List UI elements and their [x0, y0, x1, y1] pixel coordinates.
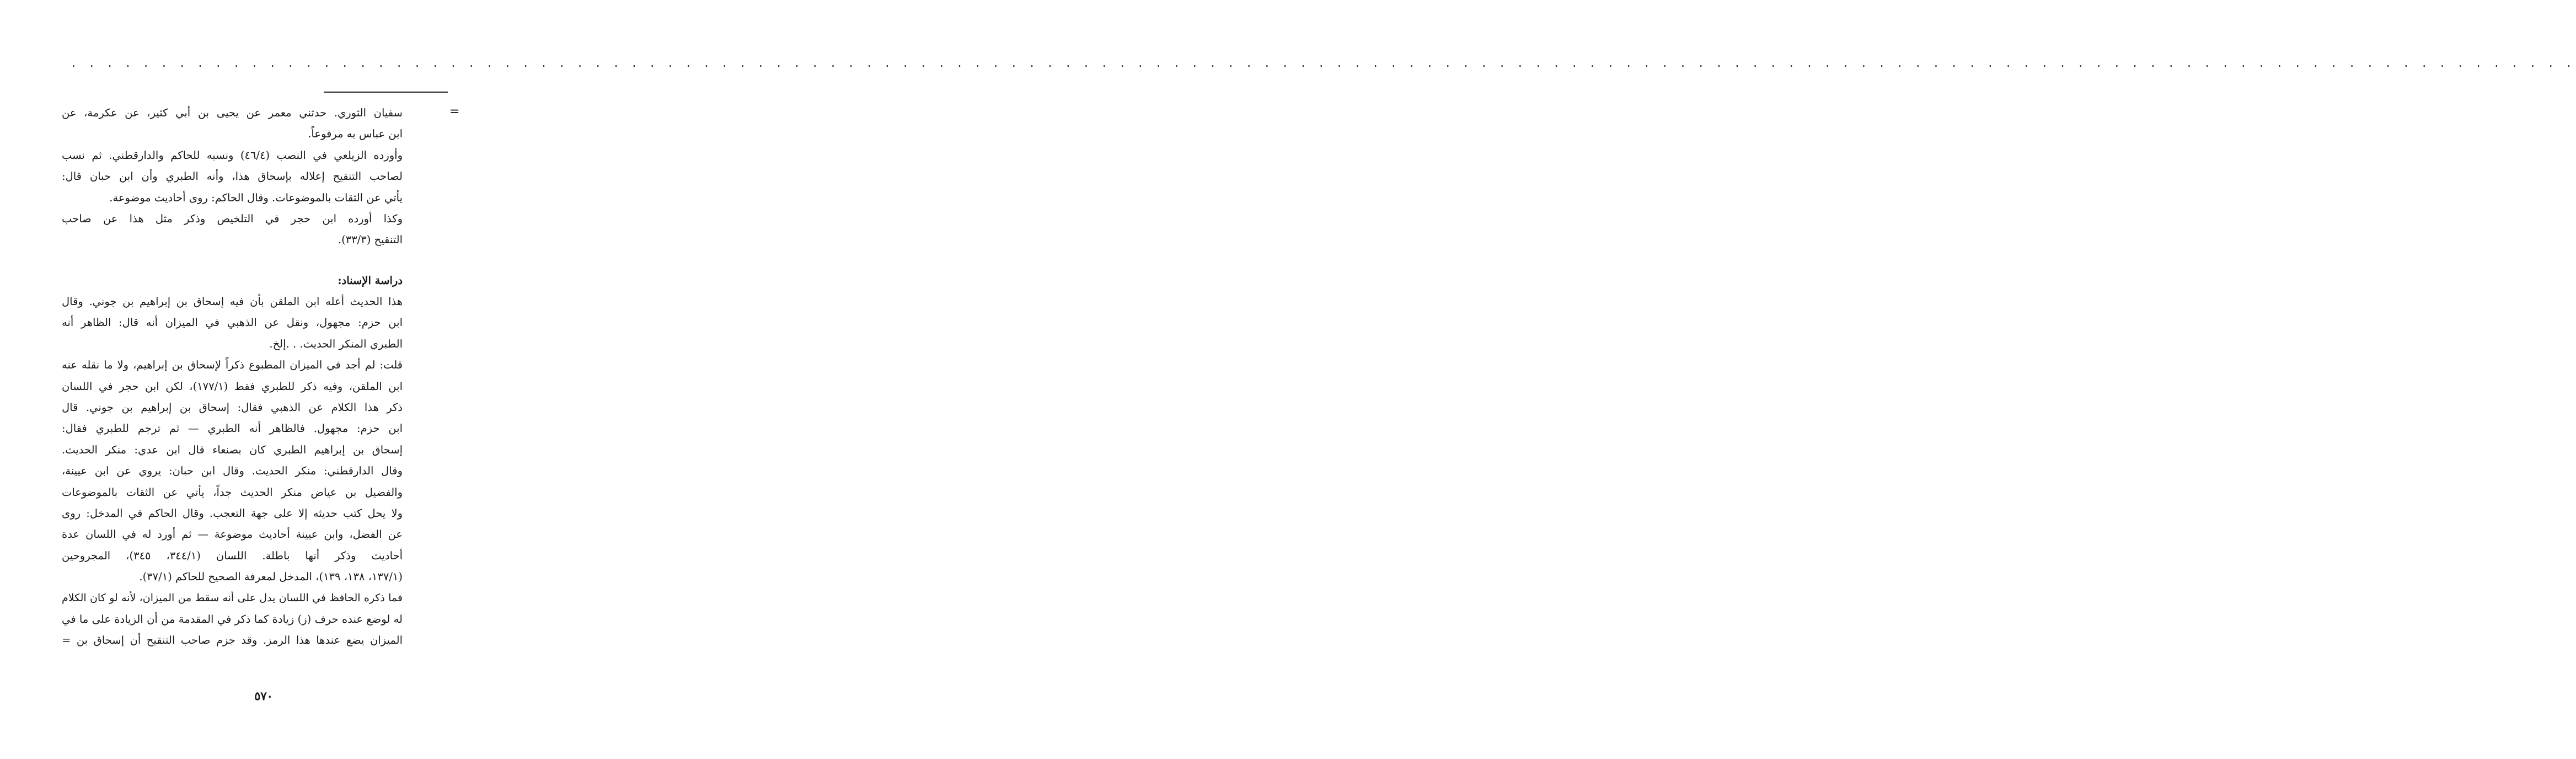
body-line: الطبري المنكر الحديث. . .إلخ.: [269, 337, 403, 350]
footnote-line: وكذا أورده ابن حجر في التلخيص وذكر مثل هذا عن صاحب: [62, 212, 403, 225]
body-line: ابن الملقن، وفيه ذكر للطبري فقط (١٧٧/١)، لكن ابن حجر في اللسان: [62, 380, 403, 393]
section-body: [62, 291, 403, 651]
body-line: والفضيل بن عياض منكر الحديث جداً، يأتي عن الثقات بالموضوعات: [62, 485, 403, 499]
footnote-line: التنقيح (٣٣/٣).: [338, 233, 403, 247]
body-line: له لوضع عنده حرف (ز) زيادة كما ذكر في المقدمة من أن الزيادة على ما في: [62, 612, 403, 626]
body-line: ابن حزم: مجهول، ونقل عن الذهبي في الميزان أنه قال: الظاهر أنه: [62, 316, 403, 329]
page-number: ٥٧٠: [254, 689, 273, 703]
continuation-mark: =: [449, 105, 460, 119]
section-heading: دراسة الإسناد:: [338, 274, 403, 287]
body-line: عن الفضل، وابن عيينة أحاديث موضوعة — ثم أورد له في اللسان عدة: [62, 528, 403, 541]
body-line: فما ذكره الحافظ في اللسان يدل على أنه سقط من الميزان، لأنه لو كان الكلام: [62, 592, 403, 605]
footnote-line: لصاحب التنقيح إعلاله بإسحاق هذا، وأنه الطبري وأن ابن حبان قال:: [62, 170, 403, 183]
dotted-separator: . . . . . . . . . . . . . . . . . . . . . . . . . . . . . . . . . . . . . . . . . . . . . . . . . . . . . . . . . . . . . . . . . . . . . . . . . . . . . . . . . . . . . . . . . . . . . . . . . . . . . . . . . . . . . . . . . . . . . . . . . . . . . . . . . . . . . . . . . . .: [72, 56, 2576, 70]
body-line: هذا الحديث أعله ابن الملقن بأن فيه إسحاق بن إبراهيم بن جوني. وقال: [62, 295, 403, 308]
body-line: ذكر هذا الكلام عن الذهبي فقال: إسحاق بن إبراهيم بن جوني. قال: [62, 400, 403, 414]
footnote-line: يأتي عن الثقات بالموضوعات. وقال الحاكم: روى أحاديث موضوعة.: [109, 191, 403, 204]
footnote-line: سفيان الثوري. حدثني معمر عن يحيى بن أبي كثير، عن عكرمة، عن: [62, 106, 403, 119]
body-line: ابن حزم: مجهول. فالظاهر أنه الطبري — ثم ترجم للطبري فقال:: [62, 422, 403, 435]
body-line: أحاديث وذكر أنها باطلة. اللسان (٣٤٤/١، ٣٤٥)، المجروحين: [62, 549, 403, 562]
footnote-line: ابن عباس به مرفوعاً.: [308, 127, 403, 141]
body-line: (١٣٧/١، ١٣٨، ١٣٩)، المدخل لمعرفة الصحيح للحاكم (٣٧/١).: [139, 570, 403, 584]
body-line: ولا يحل كتب حديثه إلا على جهة التعجب. وقال الحاكم في المدخل: روى: [62, 506, 403, 520]
footnote-line: وأورده الزيلعي في النصب (٤٦/٤) ونسبه للحاكم والدارقطني. ثم نسب: [62, 148, 403, 162]
body-line: إسحاق بن إبراهيم الطبري كان بصنعاء قال ابن عدي: منكر الحديث.: [62, 443, 403, 456]
footnote-rule: [324, 92, 448, 93]
body-line: قلت: لم أجد في الميزان المطبوع ذكراً لإسحاق بن إبراهيم، ولا ما نقله عنه: [62, 359, 403, 372]
body-line: وقال الدارقطني: منكر الحديث. وقال ابن حبان: يروي عن ابن عيينة،: [62, 464, 403, 478]
footnote-text: [62, 103, 403, 251]
body-line: الميزان يضع عندها هذا الرمز. وقد جزم صاحب التنقيح أن إسحاق بن =: [62, 634, 403, 647]
